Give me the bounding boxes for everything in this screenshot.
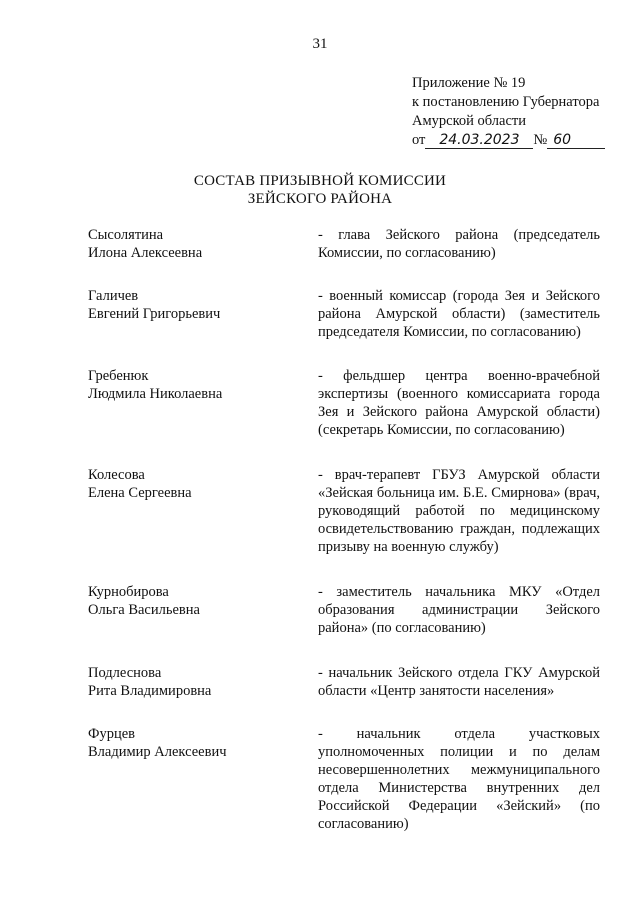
member-name (88, 466, 308, 556)
member-row (88, 583, 600, 637)
member-surname: Гребенюк (88, 368, 149, 384)
member-given-name: Владимир Алексеевич (88, 744, 227, 760)
member-row (88, 287, 600, 341)
member-surname: Галичев (88, 288, 139, 304)
member-surname: Фурцев (88, 726, 135, 742)
member-given-name: Илона Алексеевна (88, 245, 203, 261)
appendix-title: Приложение № 19 (412, 75, 526, 91)
member-row (88, 466, 600, 556)
appendix-block (412, 74, 612, 150)
appendix-reference: к постановлению Губернатора (412, 94, 600, 110)
handwritten-number: 60 (547, 133, 605, 149)
member-row (88, 664, 600, 700)
member-role: - заместитель начальника МКУ «Отдел образования администрации Зейского района» (по согласованию) (318, 584, 600, 636)
commission-members-list (88, 226, 600, 833)
member-given-name: Ольга Васильевна (88, 602, 200, 618)
document-title (0, 172, 640, 208)
member-role: - военный комиссар (города Зея и Зейского района Амурской области) (заместитель председателя Комиссии, по согласованию) (318, 288, 600, 340)
member-name (88, 664, 308, 700)
member-role: - глава Зейского района (председатель Комиссии, по согласованию) (318, 227, 600, 261)
member-row (88, 367, 600, 439)
member-surname: Курнобирова (88, 584, 169, 600)
page-number: 31 (312, 36, 328, 52)
member-given-name: Людмила Николаевна (88, 386, 223, 402)
member-role: - начальник отдела участковых уполномоченных полиции и по делам несовершеннолетних межмуниципального отдела Министерства внутренних дел Российской Федерации «Зейский» (по согласованию) (318, 726, 600, 832)
appendix-date-line (412, 131, 612, 150)
member-surname: Подлеснова (88, 665, 162, 681)
member-name (88, 226, 308, 262)
member-surname: Колесова (88, 467, 145, 483)
member-role: - врач-терапевт ГБУЗ Амурской области «Зейская больница им. Б.Е. Смирнова» (врач, руководящий работой по медицинскому освидетельствованию граждан, подлежащих призыву на военную службу) (318, 467, 600, 555)
title-line-1: СОСТАВ ПРИЗЫВНОЙ КОМИССИИ (193, 173, 447, 189)
member-name (88, 583, 308, 637)
member-given-name: Елена Сергеевна (88, 485, 192, 501)
member-name (88, 287, 308, 341)
member-name (88, 725, 308, 833)
member-given-name: Рита Владимировна (88, 683, 212, 699)
title-line-2: ЗЕЙСКОГО РАЙОНА (247, 191, 393, 207)
member-name (88, 367, 308, 439)
member-row (88, 725, 600, 833)
member-given-name: Евгений Григорьевич (88, 306, 221, 322)
number-label: № (533, 132, 548, 148)
appendix-region: Амурской области (412, 113, 526, 129)
member-role: - начальник Зейского отдела ГКУ Амурской области «Центр занятости населения» (318, 665, 600, 699)
member-role: - фельдшер центра военно-врачебной экспертизы (военного комиссариата города Зея и Зейского района Амурской области) (секретарь Комиссии, по согласованию) (318, 368, 600, 438)
member-row (88, 226, 600, 262)
handwritten-date: 24.03.2023 (425, 133, 533, 149)
member-surname: Сысолятина (88, 227, 164, 243)
date-prefix: от (412, 132, 426, 148)
